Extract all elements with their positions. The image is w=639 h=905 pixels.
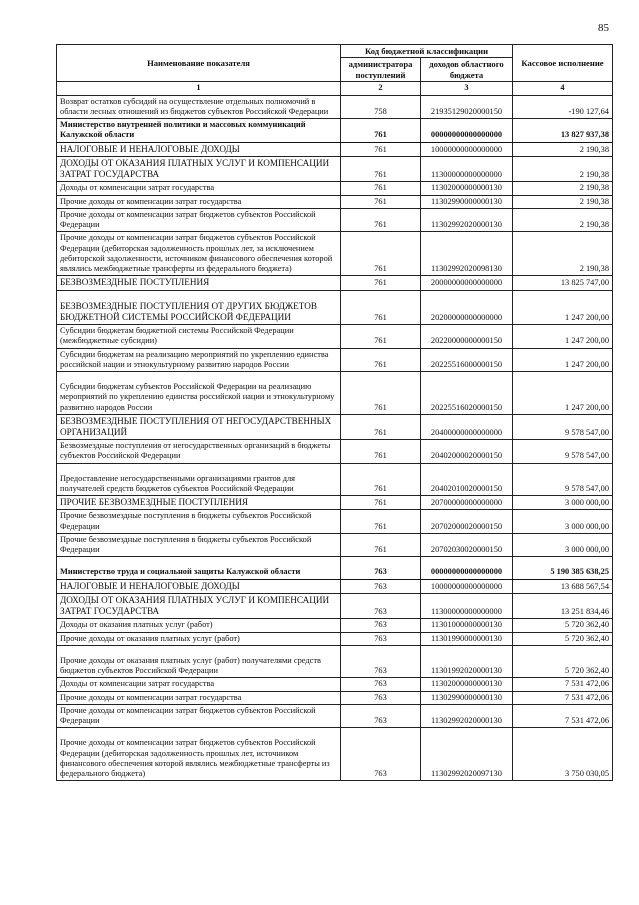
cash-amount: 3 750 030,05 xyxy=(513,728,613,781)
cash-amount: 3 000 000,00 xyxy=(513,510,613,534)
income-code: 11302992020000130 xyxy=(421,208,513,232)
income-code: 00000000000000000 xyxy=(421,557,513,579)
admin-code: 761 xyxy=(341,414,421,439)
admin-code: 758 xyxy=(341,95,421,119)
indicator-name: Безвозмездные поступления от негосударственных организаций в бюджеты субъектов Российской Федерации xyxy=(57,440,341,464)
cash-amount: 5 720 362,40 xyxy=(513,632,613,645)
cash-amount: 1 247 200,00 xyxy=(513,372,613,415)
cash-amount: 7 531 472,06 xyxy=(513,691,613,704)
column-number-1: 1 xyxy=(57,82,341,95)
admin-code: 761 xyxy=(341,440,421,464)
cash-amount: 3 000 000,00 xyxy=(513,496,613,510)
indicator-name: Прочие доходы от компенсации затрат бюджетов субъектов Российской Федерации xyxy=(57,208,341,232)
admin-code: 763 xyxy=(341,619,421,632)
admin-code: 763 xyxy=(341,704,421,728)
table-row xyxy=(57,372,613,415)
cash-amount: 13 688 567,54 xyxy=(513,579,613,593)
income-code: 11300000000000000 xyxy=(421,593,513,618)
cash-amount: 2 190,38 xyxy=(513,156,613,181)
table-row xyxy=(57,691,613,704)
indicator-name: Прочие доходы от компенсации затрат бюджетов субъектов Российской Федерации xyxy=(57,704,341,728)
indicator-name: ДОХОДЫ ОТ ОКАЗАНИЯ ПЛАТНЫХ УСЛУГ И КОМПЕНСАЦИИ ЗАТРАТ ГОСУДАРСТВА xyxy=(57,156,341,181)
indicator-name: ПРОЧИЕ БЕЗВОЗМЕЗДНЫЕ ПОСТУПЛЕНИЯ xyxy=(57,496,341,510)
cash-amount: 7 531 472,06 xyxy=(513,704,613,728)
indicator-name: ДОХОДЫ ОТ ОКАЗАНИЯ ПЛАТНЫХ УСЛУГ И КОМПЕНСАЦИИ ЗАТРАТ ГОСУДАРСТВА xyxy=(57,593,341,618)
table-row xyxy=(57,95,613,119)
admin-code: 761 xyxy=(341,325,421,349)
page-number: 85 xyxy=(598,22,609,34)
indicator-name: Прочие доходы от оказания платных услуг (работ) получателями средств бюджетов субъектов Российской Федерации xyxy=(57,645,341,678)
admin-code: 761 xyxy=(341,496,421,510)
cash-amount: 9 578 547,00 xyxy=(513,463,613,496)
cash-amount: 5 720 362,40 xyxy=(513,619,613,632)
admin-code: 761 xyxy=(341,463,421,496)
cash-amount: 2 190,38 xyxy=(513,195,613,208)
admin-code: 761 xyxy=(341,232,421,276)
cash-amount: 2 190,38 xyxy=(513,208,613,232)
income-code: 11302992020098130 xyxy=(421,232,513,276)
indicator-name: БЕЗВОЗМЕЗДНЫЕ ПОСТУПЛЕНИЯ ОТ НЕГОСУДАРСТВЕННЫХ ОРГАНИЗАЦИЙ xyxy=(57,414,341,439)
table-row xyxy=(57,156,613,181)
admin-code: 763 xyxy=(341,645,421,678)
income-code: 11301990000000130 xyxy=(421,632,513,645)
cash-amount: 5 720 362,40 xyxy=(513,645,613,678)
admin-code: 763 xyxy=(341,593,421,618)
table-row xyxy=(57,325,613,349)
income-code: 20220000000000150 xyxy=(421,325,513,349)
header-admin-code: администратора поступлений xyxy=(341,58,421,82)
income-code: 11302990000000130 xyxy=(421,195,513,208)
column-number-4: 4 xyxy=(513,82,613,95)
table-row xyxy=(57,276,613,290)
table-row xyxy=(57,579,613,593)
cash-amount: 13 251 834,46 xyxy=(513,593,613,618)
income-code: 21935129020000150 xyxy=(421,95,513,119)
admin-code: 763 xyxy=(341,691,421,704)
table-row xyxy=(57,533,613,557)
table-row xyxy=(57,632,613,645)
income-code: 10000000000000000 xyxy=(421,142,513,156)
table-row xyxy=(57,119,613,143)
income-code: 11302992020000130 xyxy=(421,704,513,728)
indicator-name: Возврат остатков субсидий на осуществление отдельных полномочий в области лесных отношений из бюджетов субъектов Российской Федерации xyxy=(57,95,341,119)
table-row xyxy=(57,619,613,632)
indicator-name: Министерство внутренней политики и массовых коммуникаций Калужской области xyxy=(57,119,341,143)
column-number-3: 3 xyxy=(421,82,513,95)
indicator-name: Прочие доходы от компенсации затрат бюджетов субъектов Российской Федерации (дебиторская задолженность прошлых лет, за исключением дебиторской задолженности, источником финансового обеспечения которой являлись межбюджетные трансферты из федерального бюджета) xyxy=(57,232,341,276)
budget-table xyxy=(56,44,613,781)
table-row xyxy=(57,195,613,208)
indicator-name: Прочие безвозмездные поступления в бюджеты субъектов Российской Федерации xyxy=(57,510,341,534)
income-code: 20702000020000150 xyxy=(421,510,513,534)
header-budget-classification: Код бюджетной классификации xyxy=(341,45,513,58)
income-code: 20225516000000150 xyxy=(421,348,513,372)
cash-amount: 7 531 472,06 xyxy=(513,678,613,691)
table-row xyxy=(57,510,613,534)
cash-amount: -190 127,64 xyxy=(513,95,613,119)
indicator-name: Прочие доходы от компенсации затрат бюджетов субъектов Российской Федерации (дебиторская задолженность прошлых лет, источником финансового обеспечения которой являлись межбюджетные трансферты из федерального бюджета) xyxy=(57,728,341,781)
indicator-name: НАЛОГОВЫЕ И НЕНАЛОГОВЫЕ ДОХОДЫ xyxy=(57,579,341,593)
table-row xyxy=(57,208,613,232)
admin-code: 761 xyxy=(341,142,421,156)
indicator-name: Министерство труда и социальной защиты Калужской области xyxy=(57,557,341,579)
income-code: 11302990000000130 xyxy=(421,691,513,704)
cash-amount: 2 190,38 xyxy=(513,182,613,195)
indicator-name: Субсидии бюджетам субъектов Российской Федерации на реализацию мероприятий по укреплению единства российской нации и этнокультурному развитию народов России xyxy=(57,372,341,415)
cash-amount: 1 247 200,00 xyxy=(513,290,613,324)
cash-amount: 1 247 200,00 xyxy=(513,325,613,349)
indicator-name: Прочие доходы от оказания платных услуг (работ) xyxy=(57,632,341,645)
header-name-column: Наименование показателя xyxy=(57,45,341,82)
table-row xyxy=(57,290,613,324)
admin-code: 761 xyxy=(341,208,421,232)
admin-code: 761 xyxy=(341,195,421,208)
table-row xyxy=(57,496,613,510)
table-row xyxy=(57,414,613,439)
table-body xyxy=(57,95,613,781)
admin-code: 763 xyxy=(341,632,421,645)
table-row xyxy=(57,593,613,618)
admin-code: 761 xyxy=(341,276,421,290)
indicator-name: БЕЗВОЗМЕЗДНЫЕ ПОСТУПЛЕНИЯ ОТ ДРУГИХ БЮДЖЕТОВ БЮДЖЕТНОЙ СИСТЕМЫ РОССИЙСКОЙ ФЕДЕРАЦИИ xyxy=(57,290,341,324)
table-row xyxy=(57,645,613,678)
indicator-name: Предоставление негосударственными организациями грантов для получателей средств бюджетов субъектов Российской Федерации xyxy=(57,463,341,496)
cash-amount: 3 000 000,00 xyxy=(513,533,613,557)
header-cash-execution: Кассовое исполнение xyxy=(513,45,613,82)
cash-amount: 13 827 937,38 xyxy=(513,119,613,143)
cash-amount: 2 190,38 xyxy=(513,142,613,156)
income-code: 20702030020000150 xyxy=(421,533,513,557)
indicator-name: Прочие доходы от компенсации затрат государства xyxy=(57,195,341,208)
table-row xyxy=(57,440,613,464)
income-code: 20400000000000000 xyxy=(421,414,513,439)
admin-code: 763 xyxy=(341,557,421,579)
income-code: 00000000000000000 xyxy=(421,119,513,143)
indicator-name: Прочие безвозмездные поступления в бюджеты субъектов Российской Федерации xyxy=(57,533,341,557)
cash-amount: 2 190,38 xyxy=(513,232,613,276)
income-code: 20225516020000150 xyxy=(421,372,513,415)
table-row xyxy=(57,142,613,156)
income-code: 10000000000000000 xyxy=(421,579,513,593)
admin-code: 763 xyxy=(341,678,421,691)
indicator-name: НАЛОГОВЫЕ И НЕНАЛОГОВЫЕ ДОХОДЫ xyxy=(57,142,341,156)
table-header xyxy=(57,45,613,96)
indicator-name: Субсидии бюджетам бюджетной системы Российской Федерации (межбюджетные субсидии) xyxy=(57,325,341,349)
table-row xyxy=(57,557,613,579)
income-code: 20402000020000150 xyxy=(421,440,513,464)
admin-code: 761 xyxy=(341,156,421,181)
income-code: 20402010020000150 xyxy=(421,463,513,496)
admin-code: 761 xyxy=(341,348,421,372)
income-code: 11302000000000130 xyxy=(421,678,513,691)
income-code: 11300000000000000 xyxy=(421,156,513,181)
indicator-name: Субсидии бюджетам на реализацию мероприятий по укреплению единства российской нации и этнокультурному развитию народов России xyxy=(57,348,341,372)
indicator-name: Доходы от компенсации затрат государства xyxy=(57,182,341,195)
income-code: 11302000000000130 xyxy=(421,182,513,195)
indicator-name: БЕЗВОЗМЕЗДНЫЕ ПОСТУПЛЕНИЯ xyxy=(57,276,341,290)
cash-amount: 1 247 200,00 xyxy=(513,348,613,372)
table-row xyxy=(57,182,613,195)
admin-code: 763 xyxy=(341,728,421,781)
income-code: 11301000000000130 xyxy=(421,619,513,632)
table-row xyxy=(57,704,613,728)
admin-code: 763 xyxy=(341,579,421,593)
income-code: 20000000000000000 xyxy=(421,276,513,290)
cash-amount: 5 190 385 638,25 xyxy=(513,557,613,579)
admin-code: 761 xyxy=(341,290,421,324)
income-code: 11301992020000130 xyxy=(421,645,513,678)
header-income-code: доходов областного бюджета xyxy=(421,58,513,82)
admin-code: 761 xyxy=(341,372,421,415)
income-code: 20700000000000000 xyxy=(421,496,513,510)
indicator-name: Прочие доходы от компенсации затрат государства xyxy=(57,691,341,704)
indicator-name: Доходы от компенсации затрат государства xyxy=(57,678,341,691)
cash-amount: 9 578 547,00 xyxy=(513,440,613,464)
income-code: 11302992020097130 xyxy=(421,728,513,781)
table-row xyxy=(57,728,613,781)
cash-amount: 9 578 547,00 xyxy=(513,414,613,439)
admin-code: 761 xyxy=(341,182,421,195)
admin-code: 761 xyxy=(341,119,421,143)
admin-code: 761 xyxy=(341,510,421,534)
column-number-2: 2 xyxy=(341,82,421,95)
table-row xyxy=(57,348,613,372)
income-code: 20200000000000000 xyxy=(421,290,513,324)
cash-amount: 13 825 747,00 xyxy=(513,276,613,290)
table-row xyxy=(57,232,613,276)
admin-code: 761 xyxy=(341,533,421,557)
indicator-name: Доходы от оказания платных услуг (работ) xyxy=(57,619,341,632)
table-row xyxy=(57,678,613,691)
table-row xyxy=(57,463,613,496)
